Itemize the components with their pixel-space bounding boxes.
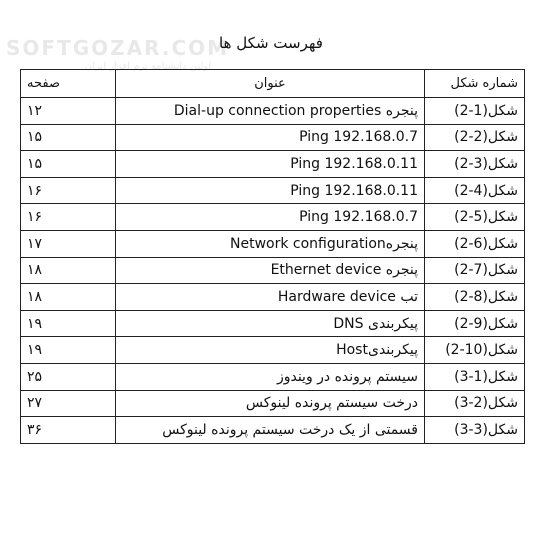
- figure-number-cell: شکل(1-3): [425, 363, 525, 390]
- page-number-cell: ۱۸: [21, 284, 116, 311]
- watermark-tagline: اولین دانشنامه نرم افزار ایران: [84, 61, 211, 72]
- page-number-cell: ۲۷: [21, 390, 116, 417]
- page-number-cell: ۱۹: [21, 337, 116, 364]
- figure-number-cell: شکل(4-2): [425, 177, 525, 204]
- table-row: [21, 363, 525, 390]
- table-row: [21, 124, 525, 151]
- figure-number-cell: شکل(1-2): [425, 98, 525, 125]
- header-title: عنوان: [116, 70, 425, 98]
- figure-title-cell: پنجرهNetwork configuration: [116, 230, 425, 257]
- page-number-cell: ۳۶: [21, 417, 116, 444]
- table-row: [21, 337, 525, 364]
- table-row: [21, 204, 525, 231]
- header-page: صفحه: [21, 70, 116, 98]
- figure-title-cell: سیستم پرونده در ویندوز: [116, 363, 425, 390]
- figure-title-cell: Ping 192.168.0.7: [116, 204, 425, 231]
- page-number-cell: ۱۸: [21, 257, 116, 284]
- figure-number-cell: شکل(3-2): [425, 151, 525, 178]
- table-row: [21, 310, 525, 337]
- figure-number-cell: شکل(10-2): [425, 337, 525, 364]
- figure-number-cell: شکل(8-2): [425, 284, 525, 311]
- figure-number-cell: شکل(6-2): [425, 230, 525, 257]
- figure-number-cell: شکل(2-2): [425, 124, 525, 151]
- page-number-cell: ۱۵: [21, 124, 116, 151]
- table-row: [21, 151, 525, 178]
- figure-title-cell: پنجره Dial-up connection properties: [116, 98, 425, 125]
- page-number-cell: ۱۲: [21, 98, 116, 125]
- table-row: [21, 417, 525, 444]
- figure-title-cell: پیکربندیHost: [116, 337, 425, 364]
- figure-number-cell: شکل(3-3): [425, 417, 525, 444]
- page-number-cell: ۱۷: [21, 230, 116, 257]
- figure-title-cell: Ping 192.168.0.11: [116, 151, 425, 178]
- figure-title-cell: Ping 192.168.0.7: [116, 124, 425, 151]
- page-number-cell: ۲۵: [21, 363, 116, 390]
- figure-title-cell: تب Hardware device: [116, 284, 425, 311]
- page-title: فهرست شکل ها: [219, 34, 323, 52]
- figure-number-cell: شکل(7-2): [425, 257, 525, 284]
- table-row: [21, 284, 525, 311]
- header-figure-number: شماره شکل: [425, 70, 525, 98]
- figure-title-cell: درخت سیستم پرونده لینوکس: [116, 390, 425, 417]
- table-row: [21, 390, 525, 417]
- table-row: [21, 230, 525, 257]
- figure-number-cell: شکل(5-2): [425, 204, 525, 231]
- list-of-figures-table: [20, 69, 525, 444]
- figure-title-cell: پنجره Ethernet device: [116, 257, 425, 284]
- page-number-cell: ۱۵: [21, 151, 116, 178]
- figure-title-cell: قسمتی از یک درخت سیستم پرونده لینوکس: [116, 417, 425, 444]
- figure-title-cell: Ping 192.168.0.11: [116, 177, 425, 204]
- table-row: [21, 177, 525, 204]
- table-row: [21, 257, 525, 284]
- table-header-row: [21, 70, 525, 98]
- page-number-cell: ۱۶: [21, 177, 116, 204]
- figure-title-cell: پیکربندی DNS: [116, 310, 425, 337]
- figure-number-cell: شکل(9-2): [425, 310, 525, 337]
- watermark-logo: SOFTGOZAR.COM: [6, 36, 230, 60]
- figure-number-cell: شکل(2-3): [425, 390, 525, 417]
- page-number-cell: ۱۹: [21, 310, 116, 337]
- table-body: [21, 98, 525, 444]
- page-number-cell: ۱۶: [21, 204, 116, 231]
- table-row: [21, 98, 525, 125]
